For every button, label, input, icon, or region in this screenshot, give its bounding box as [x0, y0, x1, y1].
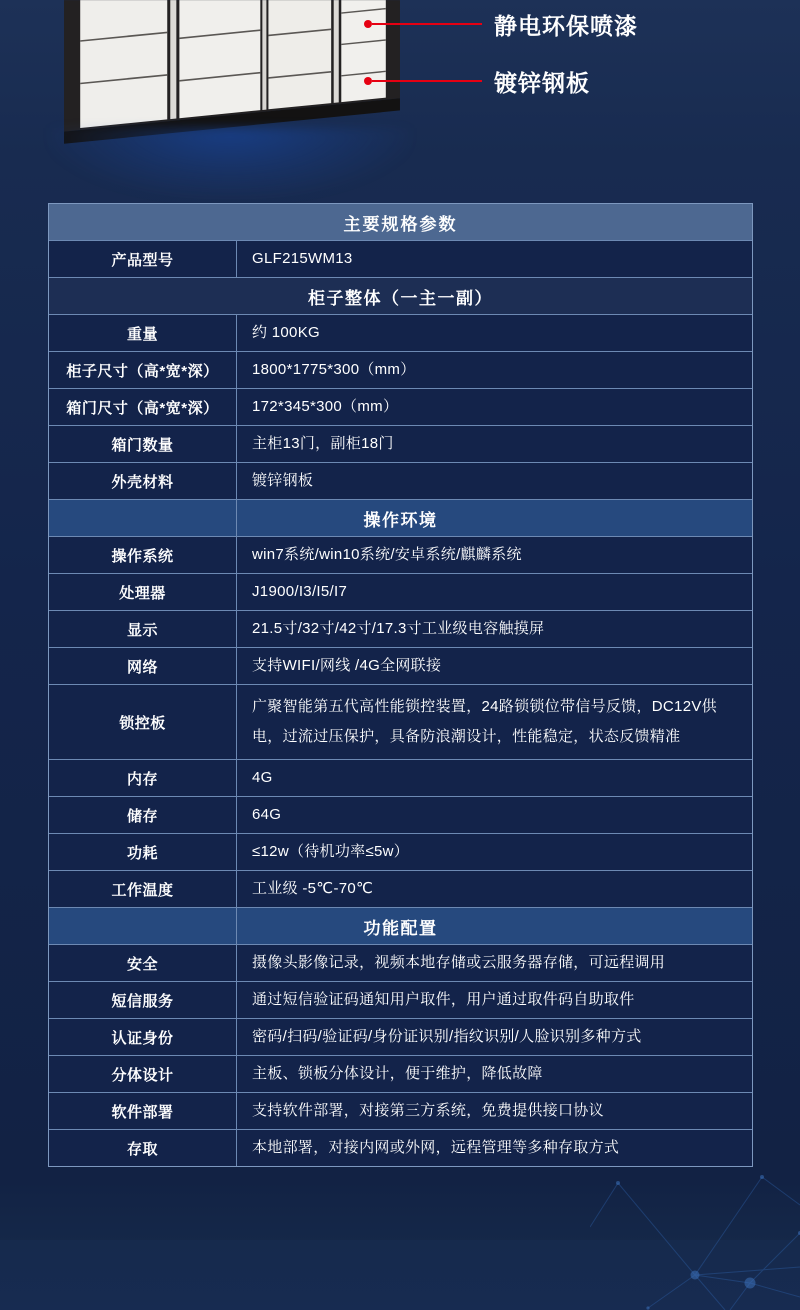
spec-value: J1900/I3/I5/I7 — [252, 583, 348, 601]
spec-row — [49, 573, 752, 610]
spec-value: 主柜13门，副柜18门 — [252, 435, 394, 453]
section-header-row — [49, 277, 752, 314]
section-header-row — [49, 499, 752, 536]
spec-table-body — [49, 240, 752, 1166]
spec-row — [49, 1018, 752, 1055]
section-title: 柜子整体（一主一副） — [308, 288, 493, 308]
spec-value: 4G — [252, 769, 273, 787]
spec-label: 锁控板 — [49, 685, 237, 759]
spec-row — [49, 833, 752, 870]
annotation-dot-icon — [364, 77, 372, 85]
spec-value: 通过短信验证码通知用户取件，用户通过取件码自助取件 — [252, 991, 635, 1009]
spec-value: 主板、锁板分体设计，便于维护，降低故障 — [252, 1065, 543, 1083]
spec-value: 摄像头影像记录，视频本地存储或云服务器存储，可远程调用 — [252, 954, 666, 972]
spec-label: 软件部署 — [49, 1093, 237, 1129]
spec-row — [49, 647, 752, 684]
spec-row — [49, 314, 752, 351]
spec-label: 重量 — [49, 315, 237, 351]
annotation-label: 静电环保喷漆 — [494, 12, 638, 39]
spec-row — [49, 759, 752, 796]
spec-label: 操作系统 — [49, 537, 237, 573]
spec-label: 箱门尺寸（高*宽*深） — [49, 389, 237, 425]
constellation-decoration-icon — [590, 1175, 800, 1310]
spec-label: 产品型号 — [49, 241, 237, 277]
spec-value: 172*345*300（mm） — [252, 398, 399, 416]
spec-label: 功耗 — [49, 834, 237, 870]
spec-row — [49, 870, 752, 907]
spec-value: 支持WIFI/网线 /4G全网联接 — [252, 657, 442, 675]
spec-row — [49, 536, 752, 573]
spec-value: 广聚智能第五代高性能锁控装置，24路锁锁位带信号反馈，DC12V供电，过流过压保护，具备防浪潮设计，性能稳定，状态反馈精准 — [252, 698, 717, 745]
spec-value: 工业级 -5℃-70℃ — [252, 880, 374, 898]
locker-reflection — [50, 128, 410, 198]
annotation-label: 镀锌钢板 — [494, 69, 590, 96]
spec-row — [49, 351, 752, 388]
spec-value: 镀锌钢板 — [252, 472, 314, 490]
spec-label: 存取 — [49, 1130, 237, 1166]
section-title: 操作环境 — [363, 510, 438, 530]
spec-label: 显示 — [49, 611, 237, 647]
spec-value: win7系统/win10系统/安卓系统/麒麟系统 — [252, 546, 522, 564]
spec-row — [49, 610, 752, 647]
annotation-line — [372, 80, 482, 82]
spec-value: 64G — [252, 806, 282, 824]
spec-row — [49, 1129, 752, 1166]
spec-label: 柜子尺寸（高*宽*深） — [49, 352, 237, 388]
spec-label: 储存 — [49, 797, 237, 833]
spec-row — [49, 388, 752, 425]
spec-label: 短信服务 — [49, 982, 237, 1018]
spec-row — [49, 425, 752, 462]
spec-row — [49, 944, 752, 981]
spec-label: 分体设计 — [49, 1056, 237, 1092]
spec-value: 支持软件部署，对接第三方系统，免费提供接口协议 — [252, 1102, 604, 1120]
spec-value: 21.5寸/32寸/42寸/17.3寸工业级电容触摸屏 — [252, 620, 545, 638]
spec-row — [49, 684, 752, 759]
section-header-row — [49, 907, 752, 944]
spec-row — [49, 796, 752, 833]
spec-row — [49, 1092, 752, 1129]
annotation-dot-icon — [364, 20, 372, 28]
spec-label: 网络 — [49, 648, 237, 684]
spec-value: 1800*1775*300（mm） — [252, 361, 416, 379]
spec-label: 认证身份 — [49, 1019, 237, 1055]
annotation-paint — [364, 9, 638, 39]
spec-table — [48, 203, 753, 1167]
spec-value: GLF215WM13 — [252, 250, 353, 268]
spec-value: ≤12w（待机功率≤5w） — [252, 843, 410, 861]
spec-label: 内存 — [49, 760, 237, 796]
spec-row — [49, 240, 752, 277]
spec-row — [49, 981, 752, 1018]
section-title: 功能配置 — [363, 918, 438, 938]
spec-value: 本地部署，对接内网或外网，远程管理等多种存取方式 — [252, 1139, 620, 1157]
spec-row — [49, 1055, 752, 1092]
annotation-steel — [364, 66, 590, 96]
spec-label: 安全 — [49, 945, 237, 981]
spec-label: 工作温度 — [49, 871, 237, 907]
spec-row — [49, 462, 752, 499]
spec-label: 箱门数量 — [49, 426, 237, 462]
spec-value: 密码/扫码/验证码/身份证识别/指纹识别/人脸识别多种方式 — [252, 1028, 642, 1046]
spec-value: 约 100KG — [252, 324, 320, 342]
annotation-line — [372, 23, 482, 25]
spec-table-title: 主要规格参数 — [49, 204, 752, 240]
spec-label: 处理器 — [49, 574, 237, 610]
spec-label: 外壳材料 — [49, 463, 237, 499]
